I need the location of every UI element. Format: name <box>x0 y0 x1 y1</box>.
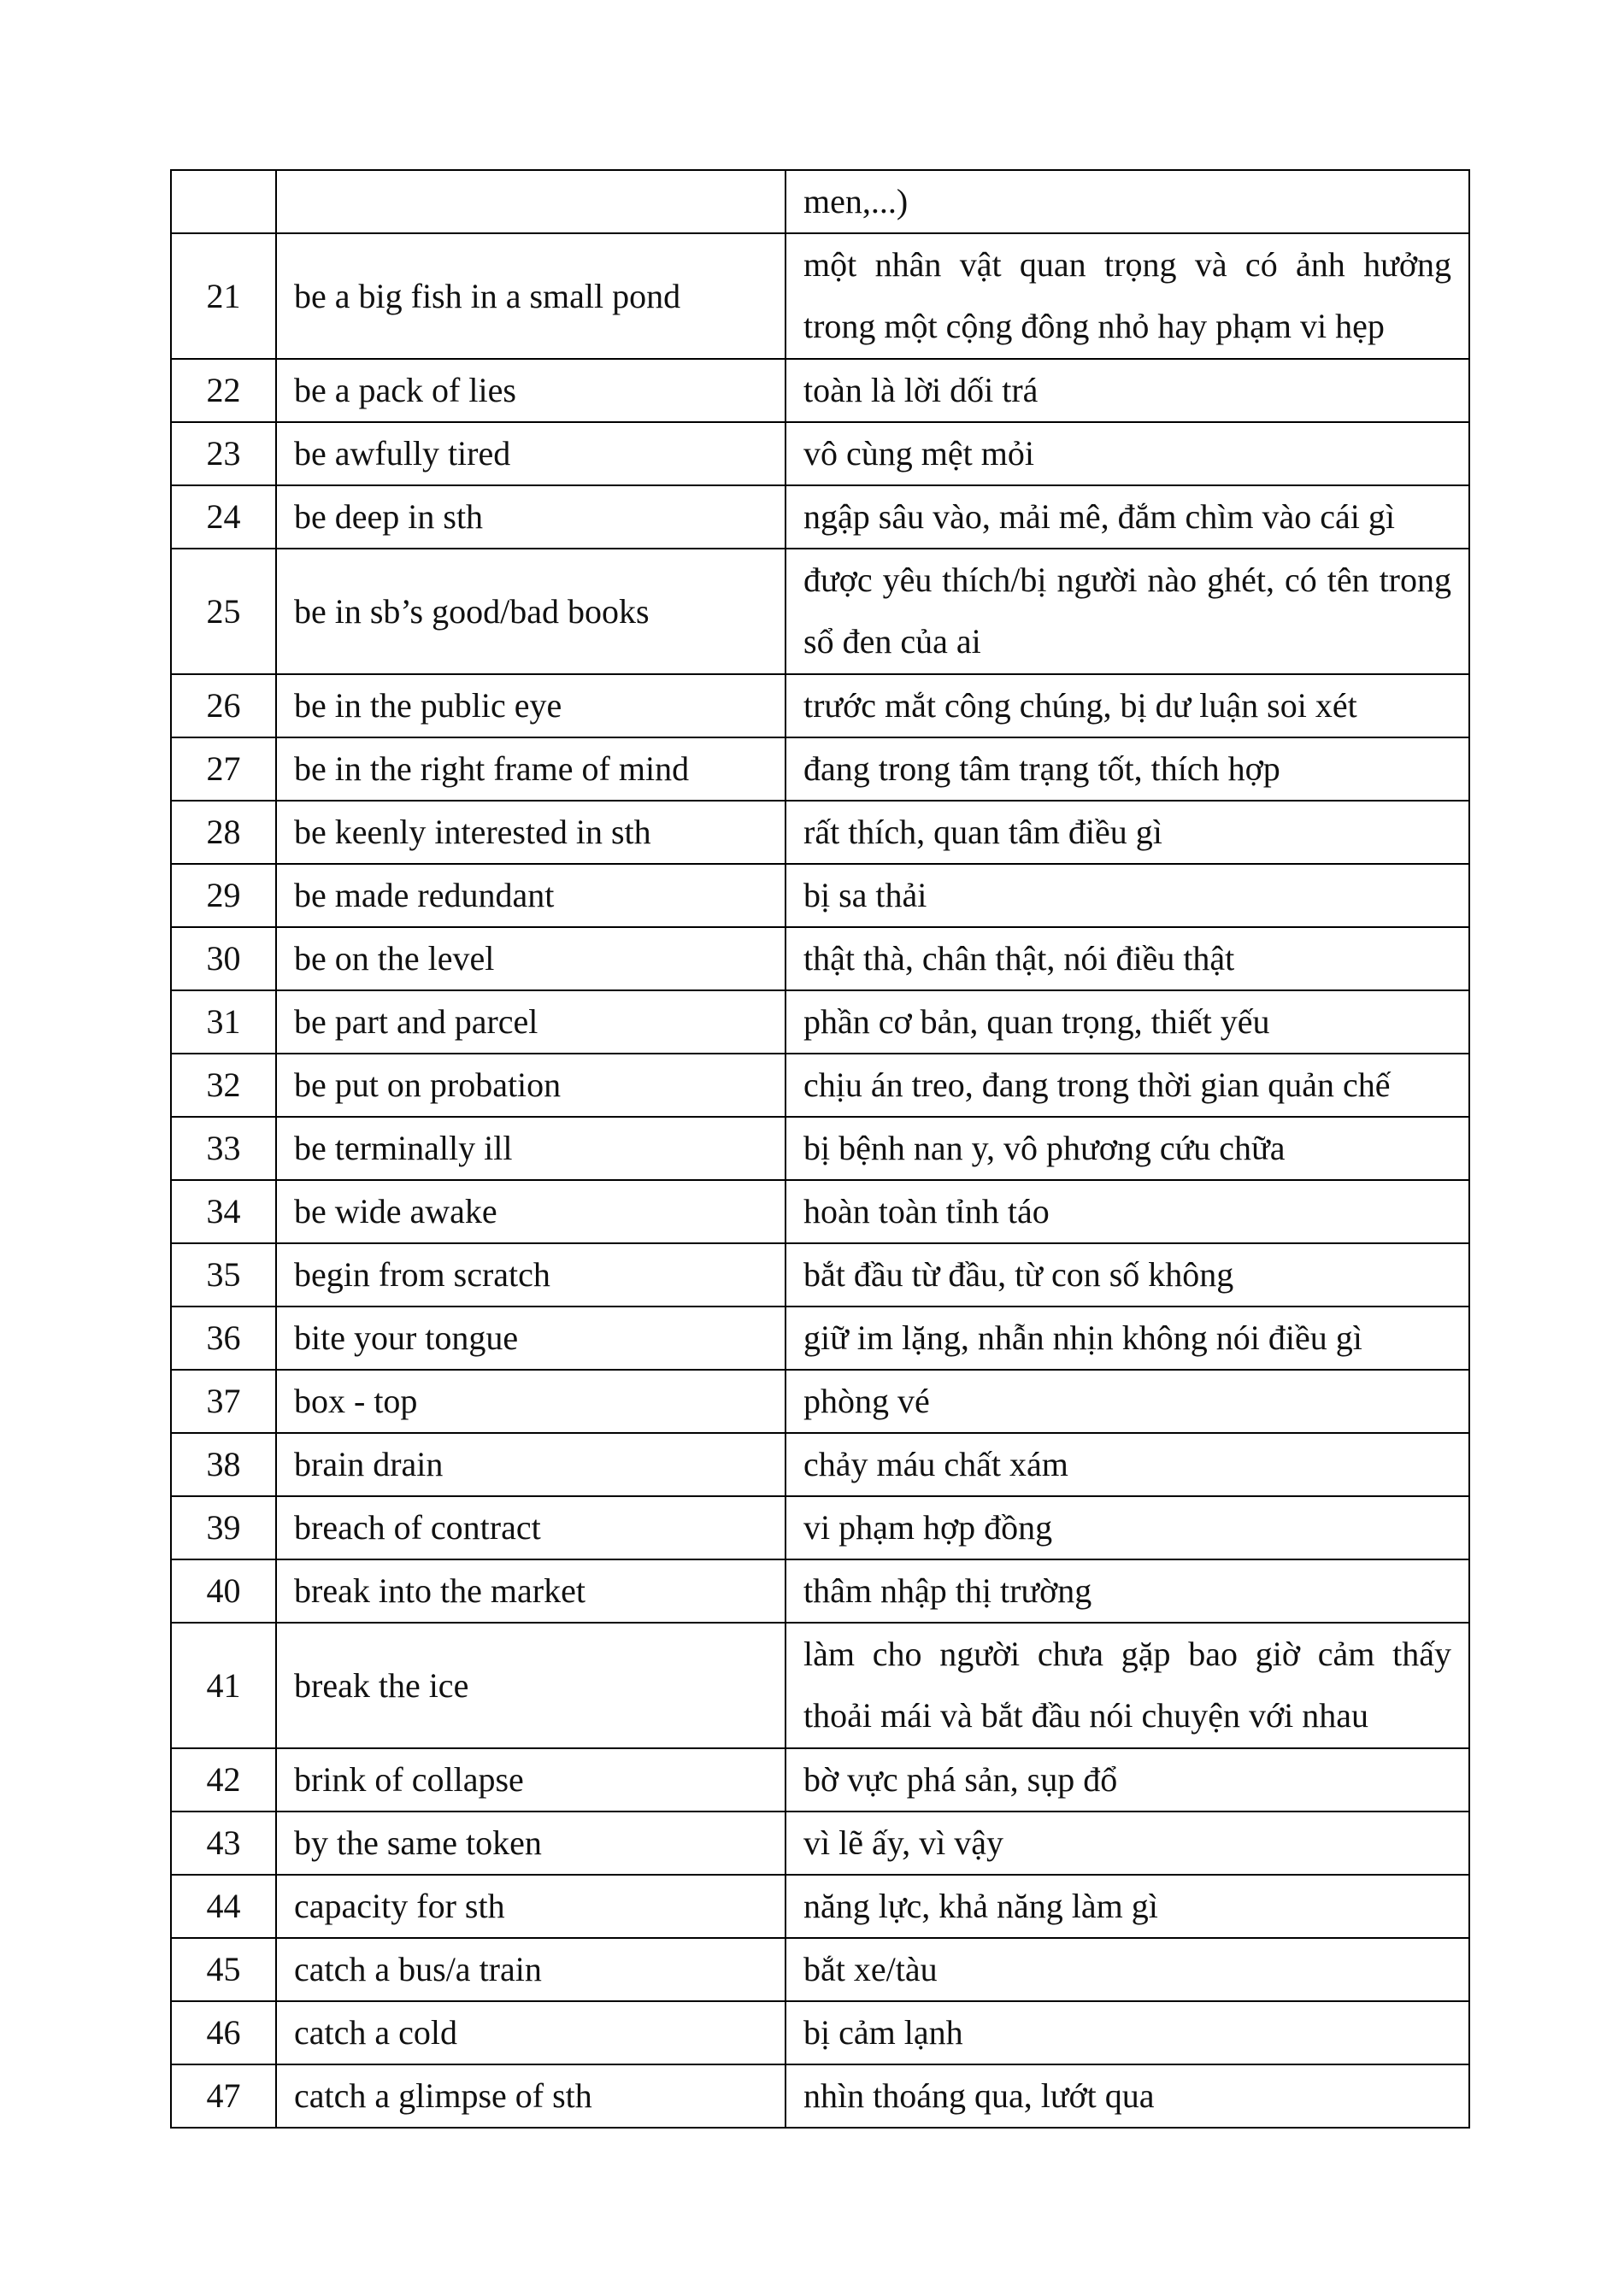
table-row <box>171 359 1469 422</box>
phrase-cell: be a big fish in a small pond <box>276 233 786 359</box>
meaning-cell: nhìn thoáng qua, lướt qua <box>786 2064 1469 2128</box>
table-row <box>171 422 1469 485</box>
row-number-cell: 33 <box>171 1117 276 1180</box>
meaning-cell: năng lực, khả năng làm gì <box>786 1875 1469 1938</box>
meaning-cell: bắt xe/tàu <box>786 1938 1469 2001</box>
table-row <box>171 549 1469 674</box>
row-number-cell: 30 <box>171 927 276 990</box>
phrase-cell: be a pack of lies <box>276 359 786 422</box>
table-row <box>171 1433 1469 1496</box>
row-number-cell: 23 <box>171 422 276 485</box>
phrase-cell: brink of collapse <box>276 1748 786 1812</box>
meaning-cell: giữ im lặng, nhẫn nhịn không nói điều gì <box>786 1307 1469 1370</box>
meaning-cell: chảy máu chất xám <box>786 1433 1469 1496</box>
table-row <box>171 1307 1469 1370</box>
row-number-cell: 35 <box>171 1243 276 1307</box>
meaning-cell: làm cho người chưa gặp bao giờ cảm thấy thoải mái và bắt đầu nói chuyện với nhau <box>786 1623 1469 1748</box>
table-row <box>171 1496 1469 1559</box>
meaning-cell: chịu án treo, đang trong thời gian quản chế <box>786 1054 1469 1117</box>
table-row <box>171 1180 1469 1243</box>
row-number-cell <box>171 170 276 233</box>
meaning-cell: vô cùng mệt mỏi <box>786 422 1469 485</box>
row-number-cell: 45 <box>171 1938 276 2001</box>
phrase-cell: be put on probation <box>276 1054 786 1117</box>
phrase-cell: begin from scratch <box>276 1243 786 1307</box>
table-row <box>171 1559 1469 1623</box>
phrase-cell: be in sb’s good/bad books <box>276 549 786 674</box>
row-number-cell: 25 <box>171 549 276 674</box>
row-number-cell: 22 <box>171 359 276 422</box>
meaning-cell: vi phạm hợp đồng <box>786 1496 1469 1559</box>
row-number-cell: 46 <box>171 2001 276 2064</box>
row-number-cell: 41 <box>171 1623 276 1748</box>
phrase-cell: be on the level <box>276 927 786 990</box>
table-row <box>171 2064 1469 2128</box>
phrase-cell: be deep in sth <box>276 485 786 549</box>
row-number-cell: 28 <box>171 801 276 864</box>
meaning-cell: hoàn toàn tỉnh táo <box>786 1180 1469 1243</box>
row-number-cell: 29 <box>171 864 276 927</box>
table-row <box>171 1243 1469 1307</box>
table-row <box>171 1623 1469 1748</box>
table-row <box>171 1748 1469 1812</box>
row-number-cell: 44 <box>171 1875 276 1938</box>
phrase-cell: be wide awake <box>276 1180 786 1243</box>
meaning-cell: bị cảm lạnh <box>786 2001 1469 2064</box>
phrase-cell: breach of contract <box>276 1496 786 1559</box>
row-number-cell: 47 <box>171 2064 276 2128</box>
vocabulary-table-body <box>171 170 1469 2128</box>
table-row <box>171 233 1469 359</box>
table-row <box>171 1875 1469 1938</box>
row-number-cell: 34 <box>171 1180 276 1243</box>
phrase-cell: catch a bus/a train <box>276 1938 786 2001</box>
row-number-cell: 24 <box>171 485 276 549</box>
meaning-cell: toàn là lời dối trá <box>786 359 1469 422</box>
meaning-cell: thật thà, chân thật, nói điều thật <box>786 927 1469 990</box>
vocabulary-table <box>170 169 1470 2129</box>
meaning-cell: trước mắt công chúng, bị dư luận soi xét <box>786 674 1469 737</box>
row-number-cell: 36 <box>171 1307 276 1370</box>
table-row <box>171 927 1469 990</box>
table-row <box>171 1938 1469 2001</box>
phrase-cell: brain drain <box>276 1433 786 1496</box>
phrase-cell: be made redundant <box>276 864 786 927</box>
table-row <box>171 1054 1469 1117</box>
phrase-cell: be in the public eye <box>276 674 786 737</box>
phrase-cell: catch a glimpse of sth <box>276 2064 786 2128</box>
meaning-cell: bắt đầu từ đầu, từ con số không <box>786 1243 1469 1307</box>
meaning-cell: đang trong tâm trạng tốt, thích hợp <box>786 737 1469 801</box>
table-row <box>171 485 1469 549</box>
table-row-continuation <box>171 170 1469 233</box>
phrase-cell: catch a cold <box>276 2001 786 2064</box>
row-number-cell: 39 <box>171 1496 276 1559</box>
table-row <box>171 1117 1469 1180</box>
phrase-cell: be awfully tired <box>276 422 786 485</box>
row-number-cell: 43 <box>171 1812 276 1875</box>
phrase-cell: by the same token <box>276 1812 786 1875</box>
row-number-cell: 38 <box>171 1433 276 1496</box>
phrase-cell: be keenly interested in sth <box>276 801 786 864</box>
table-row <box>171 801 1469 864</box>
meaning-cell: phần cơ bản, quan trọng, thiết yếu <box>786 990 1469 1054</box>
meaning-cell: men,...) <box>786 170 1469 233</box>
phrase-cell: break the ice <box>276 1623 786 1748</box>
row-number-cell: 31 <box>171 990 276 1054</box>
row-number-cell: 42 <box>171 1748 276 1812</box>
row-number-cell: 32 <box>171 1054 276 1117</box>
meaning-cell: được yêu thích/bị người nào ghét, có tên trong sổ đen của ai <box>786 549 1469 674</box>
phrase-cell: break into the market <box>276 1559 786 1623</box>
meaning-cell: bị bệnh nan y, vô phương cứu chữa <box>786 1117 1469 1180</box>
meaning-cell: ngập sâu vào, mải mê, đắm chìm vào cái gì <box>786 485 1469 549</box>
meaning-cell: phòng vé <box>786 1370 1469 1433</box>
row-number-cell: 26 <box>171 674 276 737</box>
table-row <box>171 1812 1469 1875</box>
row-number-cell: 27 <box>171 737 276 801</box>
phrase-cell: box - top <box>276 1370 786 1433</box>
meaning-cell: vì lẽ ấy, vì vậy <box>786 1812 1469 1875</box>
row-number-cell: 21 <box>171 233 276 359</box>
row-number-cell: 37 <box>171 1370 276 1433</box>
row-number-cell: 40 <box>171 1559 276 1623</box>
meaning-cell: thâm nhập thị trường <box>786 1559 1469 1623</box>
meaning-cell: bờ vực phá sản, sụp đổ <box>786 1748 1469 1812</box>
meaning-cell: bị sa thải <box>786 864 1469 927</box>
phrase-cell: be terminally ill <box>276 1117 786 1180</box>
table-row <box>171 864 1469 927</box>
phrase-cell: be part and parcel <box>276 990 786 1054</box>
phrase-cell: capacity for sth <box>276 1875 786 1938</box>
phrase-cell: bite your tongue <box>276 1307 786 1370</box>
phrase-cell: be in the right frame of mind <box>276 737 786 801</box>
table-row <box>171 990 1469 1054</box>
phrase-cell <box>276 170 786 233</box>
table-row <box>171 1370 1469 1433</box>
meaning-cell: rất thích, quan tâm điều gì <box>786 801 1469 864</box>
table-row <box>171 737 1469 801</box>
meaning-cell: một nhân vật quan trọng và có ảnh hưởng trong một cộng đông nhỏ hay phạm vi hẹp <box>786 233 1469 359</box>
table-row <box>171 2001 1469 2064</box>
table-row <box>171 674 1469 737</box>
